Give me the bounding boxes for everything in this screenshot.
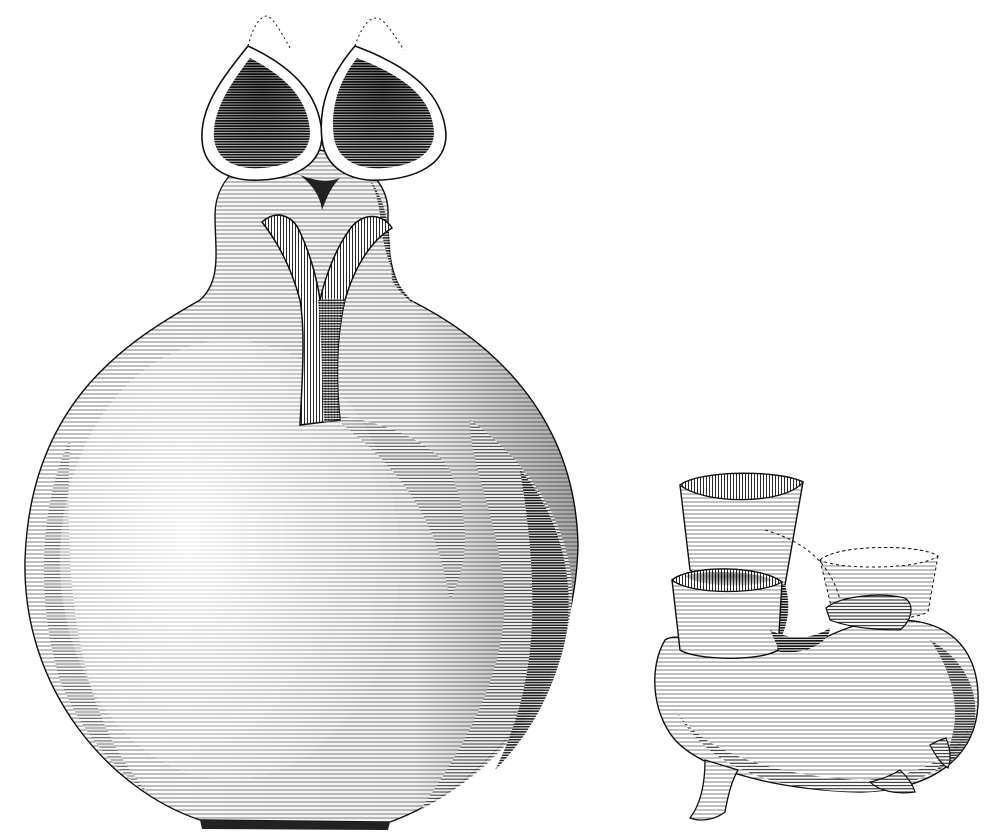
three-cup-tripod-vessel-icon xyxy=(655,473,978,820)
double-spouted-flask-icon xyxy=(25,16,578,830)
